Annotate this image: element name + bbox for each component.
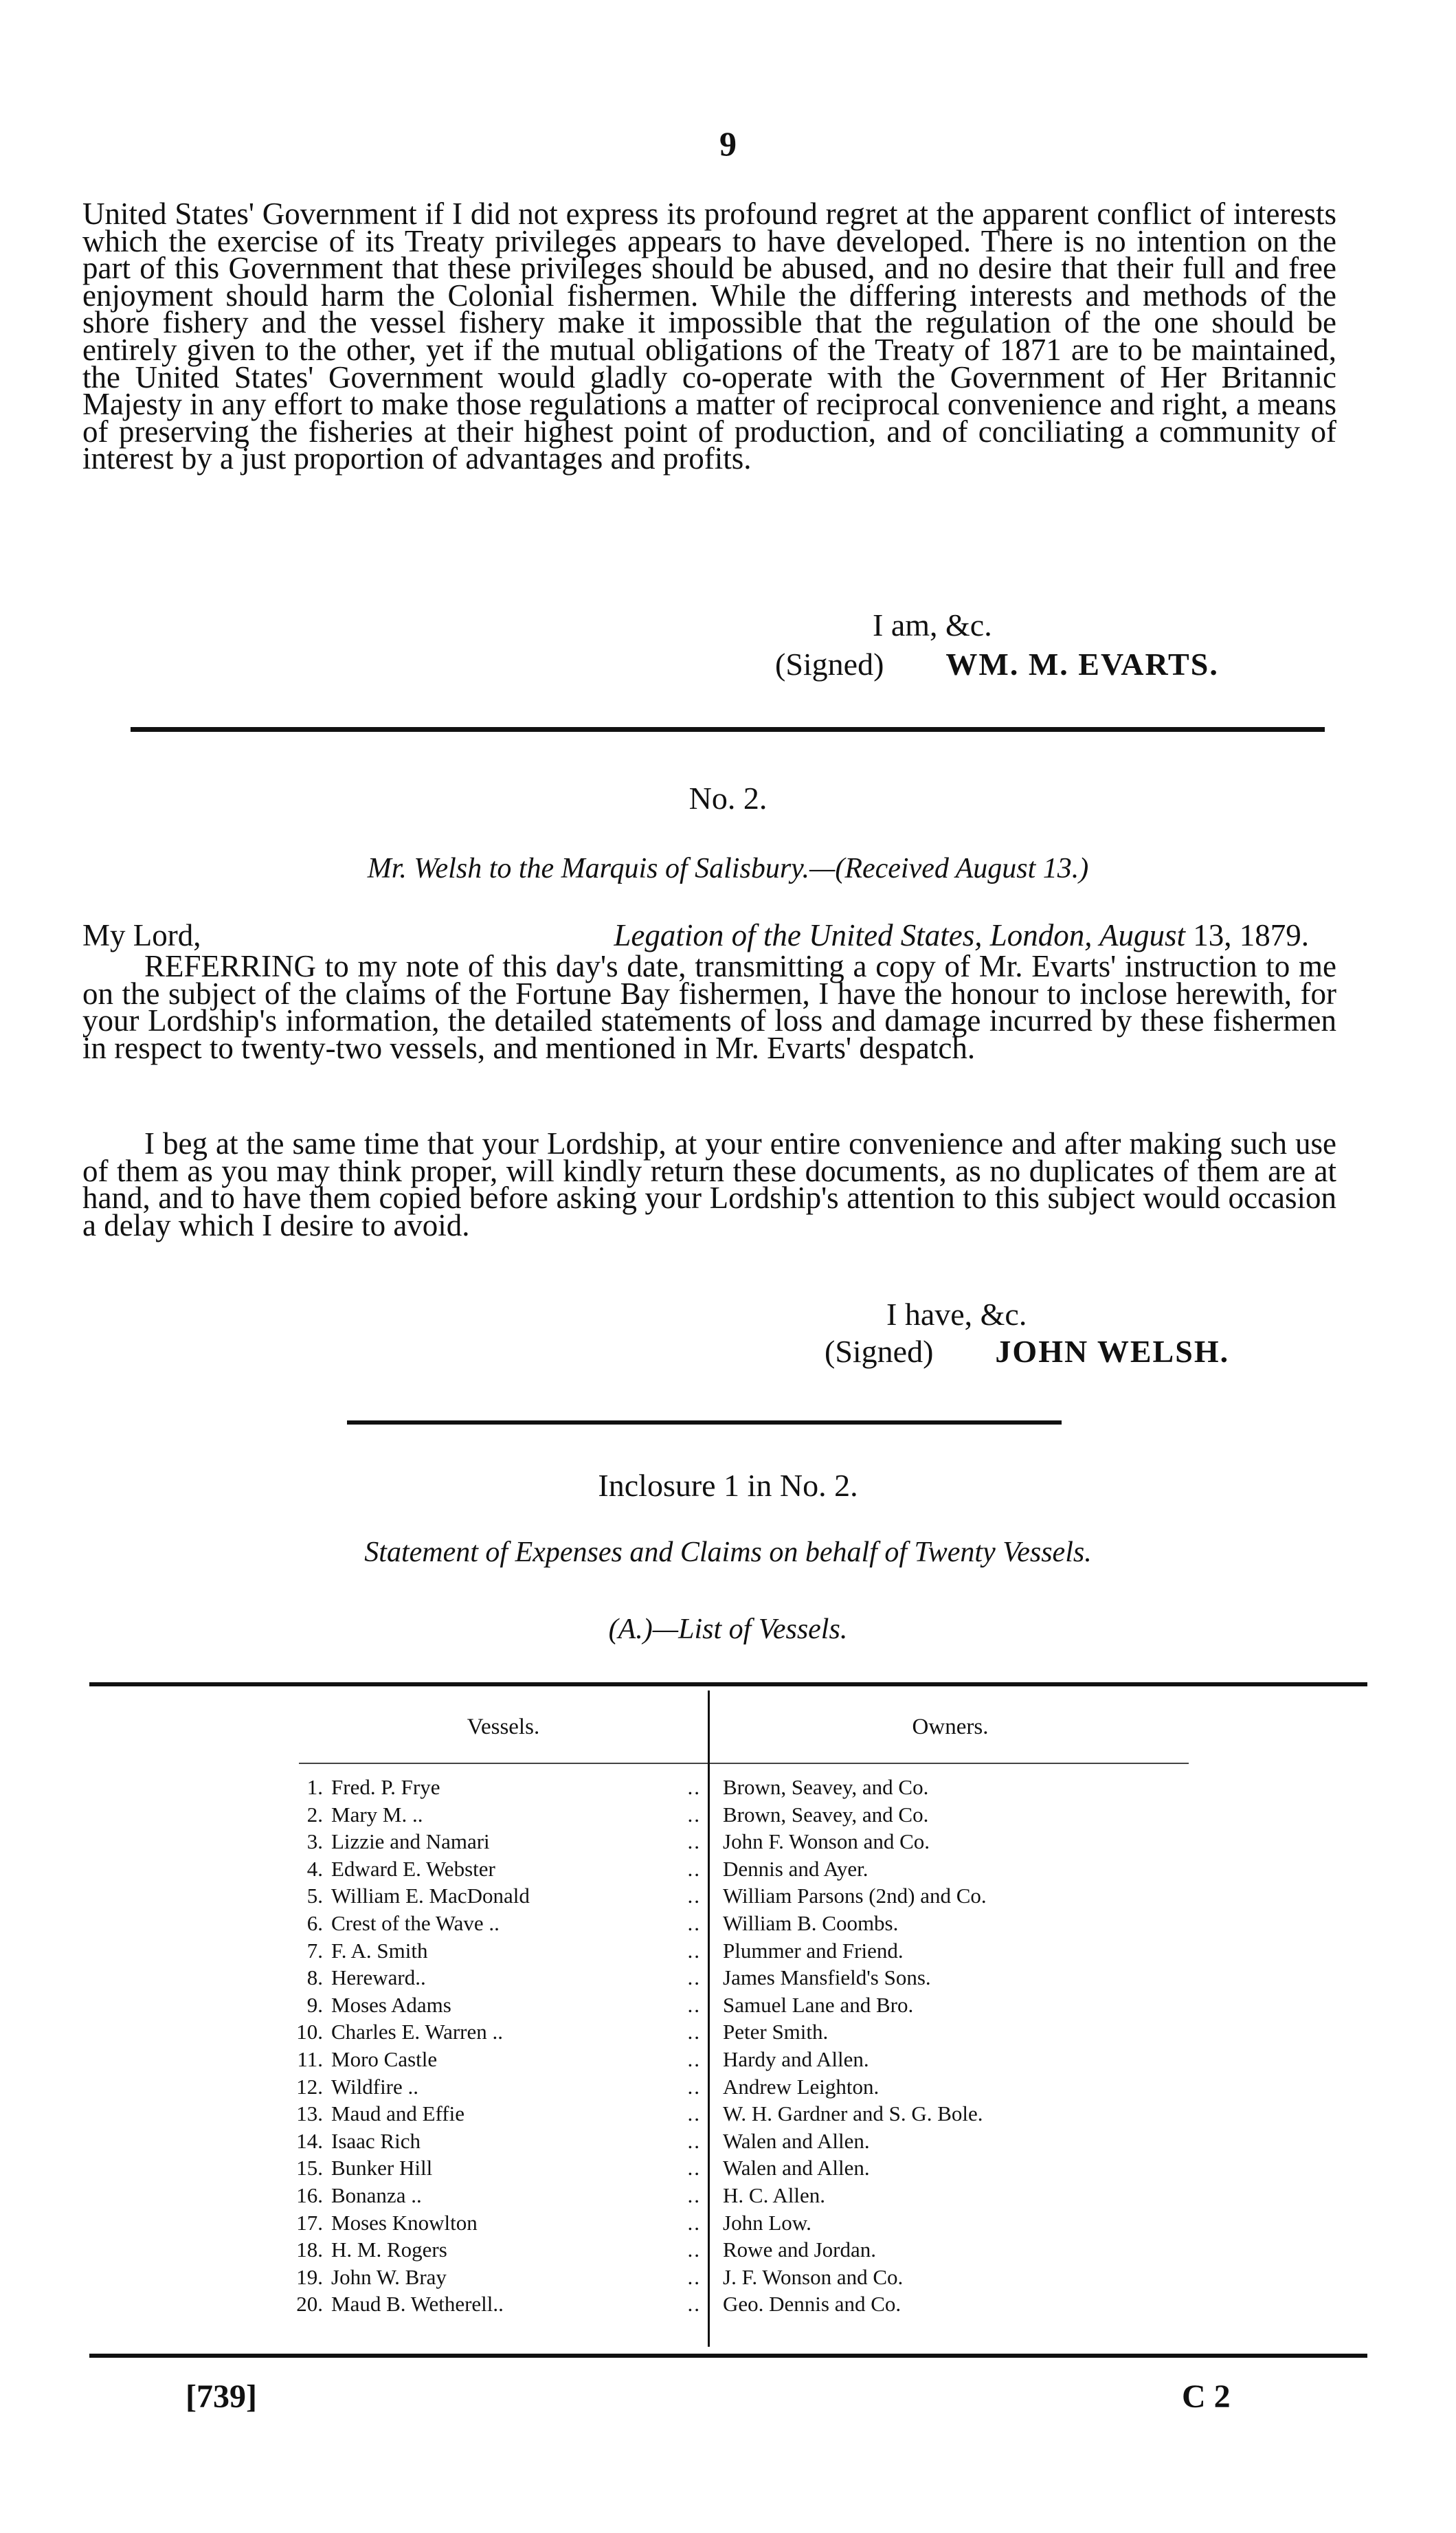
owner-name: Andrew Leighton. xyxy=(723,2074,880,2099)
vessel-number: 3. xyxy=(306,1829,323,1854)
leader-dots: .. xyxy=(687,1856,701,1881)
vessel-name: Hereward.. xyxy=(331,1965,426,1990)
letter1-body: United States' Government if I did not express its profound regret at the apparent conflict of interests which the exercise of its Treaty privileges appears to have developed. There is no intention on the part of this Government that these privileges should be abused, and no desire that their full and free enjoyment should harm the Colonial fishermen. While the differing interests and methods of the shore fishery and the vessel fishery make it impossible that the regulation of the one should be entirely given to the other, yet if the mutual obligations of the Treaty of 1871 are to be maintained, the United States' Government would gladly co-operate with the Government of Her Britannic Majesty in any effort to make those regulations a matter of reciprocal convenience and right, a means of preserving the fisheries at their highest point of production, and of conciliating a community of interest by a just proportion of advantages and profits. xyxy=(82,197,1336,476)
table-row xyxy=(89,2264,1367,2290)
vessel-name: Moses Adams xyxy=(331,1992,451,2017)
vessel-number: 20. xyxy=(296,2292,323,2317)
leader-dots: .. xyxy=(687,1965,701,1990)
leader-dots: .. xyxy=(687,2210,701,2235)
owner-name: James Mansfield's Sons. xyxy=(723,1965,931,1990)
leader-dots: .. xyxy=(687,1911,701,1935)
vessel-name: Fred. P. Frye xyxy=(331,1775,440,1799)
table-row xyxy=(89,2019,1367,2045)
inclosure-title: Inclosure 1 in No. 2. xyxy=(598,1468,858,1503)
vessel-name: John W. Bray xyxy=(331,2264,447,2289)
table-row xyxy=(89,2074,1367,2100)
vessel-name: Bunker Hill xyxy=(331,2156,433,2180)
owner-name: Geo. Dennis and Co. xyxy=(723,2292,901,2317)
table-row xyxy=(89,2291,1367,2317)
vessel-name: Maud B. Wetherell.. xyxy=(331,2292,504,2317)
vessel-number: 11. xyxy=(297,2047,323,2071)
leader-dots: .. xyxy=(687,2238,701,2262)
vessel-number: 17. xyxy=(296,2210,323,2235)
dateline xyxy=(614,917,1309,953)
table-row xyxy=(89,2183,1367,2209)
table-row xyxy=(89,1883,1367,1909)
vessel-table xyxy=(89,1684,1367,2354)
header-rule xyxy=(299,1763,1189,1764)
letter2-paragraph-2: I beg at the same time that your Lordship, at your entire convenience and after making such use of them as you may think proper, will kindly return these documents, as no duplicates of them are at hand, and to have them copied before asking your Lordship's attention to this subject would occasion a delay which I desire to avoid. xyxy=(82,1126,1336,1242)
owner-name: J. F. Wonson and Co. xyxy=(723,2264,904,2289)
table-row xyxy=(89,1992,1367,2018)
leader-dots: .. xyxy=(687,2183,701,2207)
page-number: 9 xyxy=(719,124,737,163)
vessel-name: Moses Knowlton xyxy=(331,2210,478,2235)
vessel-name: H. M. Rogers xyxy=(331,2238,447,2262)
owner-name: W. H. Gardner and S. G. Bole. xyxy=(723,2101,983,2126)
owner-name: William Parsons (2nd) and Co. xyxy=(723,1884,987,1908)
vessel-name: Bonanza .. xyxy=(331,2183,422,2207)
vessel-number: 12. xyxy=(296,2074,323,2099)
signed-label: (Signed) xyxy=(825,1334,934,1369)
dateline-place: Legation of the United States, London, August xyxy=(614,918,1185,952)
table-row xyxy=(89,2237,1367,2263)
letter2-closing: I have, &c. xyxy=(886,1297,1027,1332)
owner-name: Brown, Seavey, and Co. xyxy=(723,1802,929,1827)
owner-name: Hardy and Allen. xyxy=(723,2047,869,2071)
table-row xyxy=(89,1774,1367,1800)
footer-signature-mark: C 2 xyxy=(1182,2378,1231,2415)
vessel-number: 4. xyxy=(306,1856,323,1881)
vessel-number: 19. xyxy=(296,2264,323,2289)
vessel-name: Edward E. Webster xyxy=(331,1856,495,1881)
leader-dots: .. xyxy=(687,2020,701,2044)
vessel-name: Isaac Rich xyxy=(331,2128,421,2153)
vessel-number: 6. xyxy=(306,1911,323,1935)
vessel-number: 10. xyxy=(296,2020,323,2044)
vessel-name: Wildfire .. xyxy=(331,2074,419,2099)
vessel-number: 5. xyxy=(306,1884,323,1908)
leader-dots: .. xyxy=(687,2292,701,2317)
letter2-heading: Mr. Welsh to the Marquis of Salisbury.—(Received August 13.) xyxy=(367,853,1089,884)
table-row xyxy=(89,1856,1367,1882)
vessel-name: Moro Castle xyxy=(331,2047,438,2071)
vessel-name: Crest of the Wave .. xyxy=(331,1911,500,1935)
leader-dots: .. xyxy=(687,1802,701,1827)
owners-column-header: Owners. xyxy=(912,1715,989,1739)
table-row xyxy=(89,2128,1367,2154)
vessel-name: Mary M. .. xyxy=(331,1802,423,1827)
vessel-name: F. A. Smith xyxy=(331,1938,428,1963)
owner-name: H. C. Allen. xyxy=(723,2183,825,2207)
section-divider-rule xyxy=(131,727,1325,732)
table-row xyxy=(89,2210,1367,2236)
owner-name: Brown, Seavey, and Co. xyxy=(723,1775,929,1799)
table-row xyxy=(89,1829,1367,1855)
leader-dots: .. xyxy=(687,2074,701,2099)
leader-dots: .. xyxy=(687,2101,701,2126)
vessel-number: 2. xyxy=(306,1802,323,1827)
vessel-number: 18. xyxy=(296,2238,323,2262)
leader-dots: .. xyxy=(687,2264,701,2289)
owner-name: William B. Coombs. xyxy=(723,1911,899,1935)
owner-name: John Low. xyxy=(723,2210,811,2235)
section-divider-rule xyxy=(347,1420,1062,1425)
vessel-number: 13. xyxy=(296,2101,323,2126)
vessel-number: 1. xyxy=(306,1775,323,1799)
owner-name: Walen and Allen. xyxy=(723,2156,870,2180)
table-row xyxy=(89,2101,1367,2127)
vessel-name: Maud and Effie xyxy=(331,2101,464,2126)
letter1-closing: I am, &c. xyxy=(873,607,992,643)
owner-name: Walen and Allen. xyxy=(723,2128,870,2153)
signed-label: (Signed) xyxy=(775,647,884,682)
letter2-signature-line xyxy=(825,1333,1229,1370)
leader-dots: .. xyxy=(687,1775,701,1799)
signatory: JOHN WELSH. xyxy=(995,1334,1230,1369)
owner-name: John F. Wonson and Co. xyxy=(723,1829,930,1854)
vessel-number: 9. xyxy=(306,1992,323,2017)
table-row xyxy=(89,2046,1367,2073)
vessel-number: 14. xyxy=(296,2128,323,2153)
vessel-number: 8. xyxy=(306,1965,323,1990)
leader-dots: .. xyxy=(687,2156,701,2180)
dateline-date: 13, 1879. xyxy=(1193,918,1309,952)
letter2-number: No. 2. xyxy=(688,781,768,816)
table-row xyxy=(89,1965,1367,1991)
list-title: (A.)—List of Vessels. xyxy=(608,1614,848,1645)
table-row xyxy=(89,1802,1367,1828)
vessel-name: William E. MacDonald xyxy=(331,1884,530,1908)
owner-name: Peter Smith. xyxy=(723,2020,829,2044)
leader-dots: .. xyxy=(687,1829,701,1854)
salutation: My Lord, xyxy=(82,918,201,952)
owner-name: Samuel Lane and Bro. xyxy=(723,1992,914,2017)
leader-dots: .. xyxy=(687,1938,701,1963)
vessels-column-header: Vessels. xyxy=(467,1715,540,1739)
vessel-number: 15. xyxy=(296,2156,323,2180)
leader-dots: .. xyxy=(687,2128,701,2153)
signatory: WM. M. EVARTS. xyxy=(945,647,1219,682)
vessel-number: 7. xyxy=(306,1938,323,1963)
vessel-name: Charles E. Warren .. xyxy=(331,2020,504,2044)
table-bottom-rule xyxy=(89,2354,1367,2358)
inclosure-subtitle: Statement of Expenses and Claims on behalf of Twenty Vessels. xyxy=(364,1537,1092,1568)
owner-name: Rowe and Jordan. xyxy=(723,2238,876,2262)
owner-name: Plummer and Friend. xyxy=(723,1938,904,1963)
letter2-paragraph-1: REFERRING to my note of this day's date, transmitting a copy of Mr. Evarts' instruction to me on the subject of the claims of the Fortune Bay fishermen, I have the honour to inclose herewith, for your Lordship's information, the detailed statements of loss and damage incurred by these fishermen in respect to twenty-two vessels, and mentioned in Mr. Evarts' despatch. xyxy=(82,949,1336,1065)
leader-dots: .. xyxy=(687,2047,701,2071)
footer-sheet-number: [739] xyxy=(186,2378,257,2415)
vessel-number: 16. xyxy=(296,2183,323,2207)
table-row xyxy=(89,2155,1367,2181)
letter1-signature-line xyxy=(775,646,1219,682)
owner-name: Dennis and Ayer. xyxy=(723,1856,869,1881)
table-row xyxy=(89,1938,1367,1964)
table-row xyxy=(89,1910,1367,1937)
leader-dots: .. xyxy=(687,1884,701,1908)
leader-dots: .. xyxy=(687,1992,701,2017)
vessel-name: Lizzie and Namari xyxy=(331,1829,490,1854)
